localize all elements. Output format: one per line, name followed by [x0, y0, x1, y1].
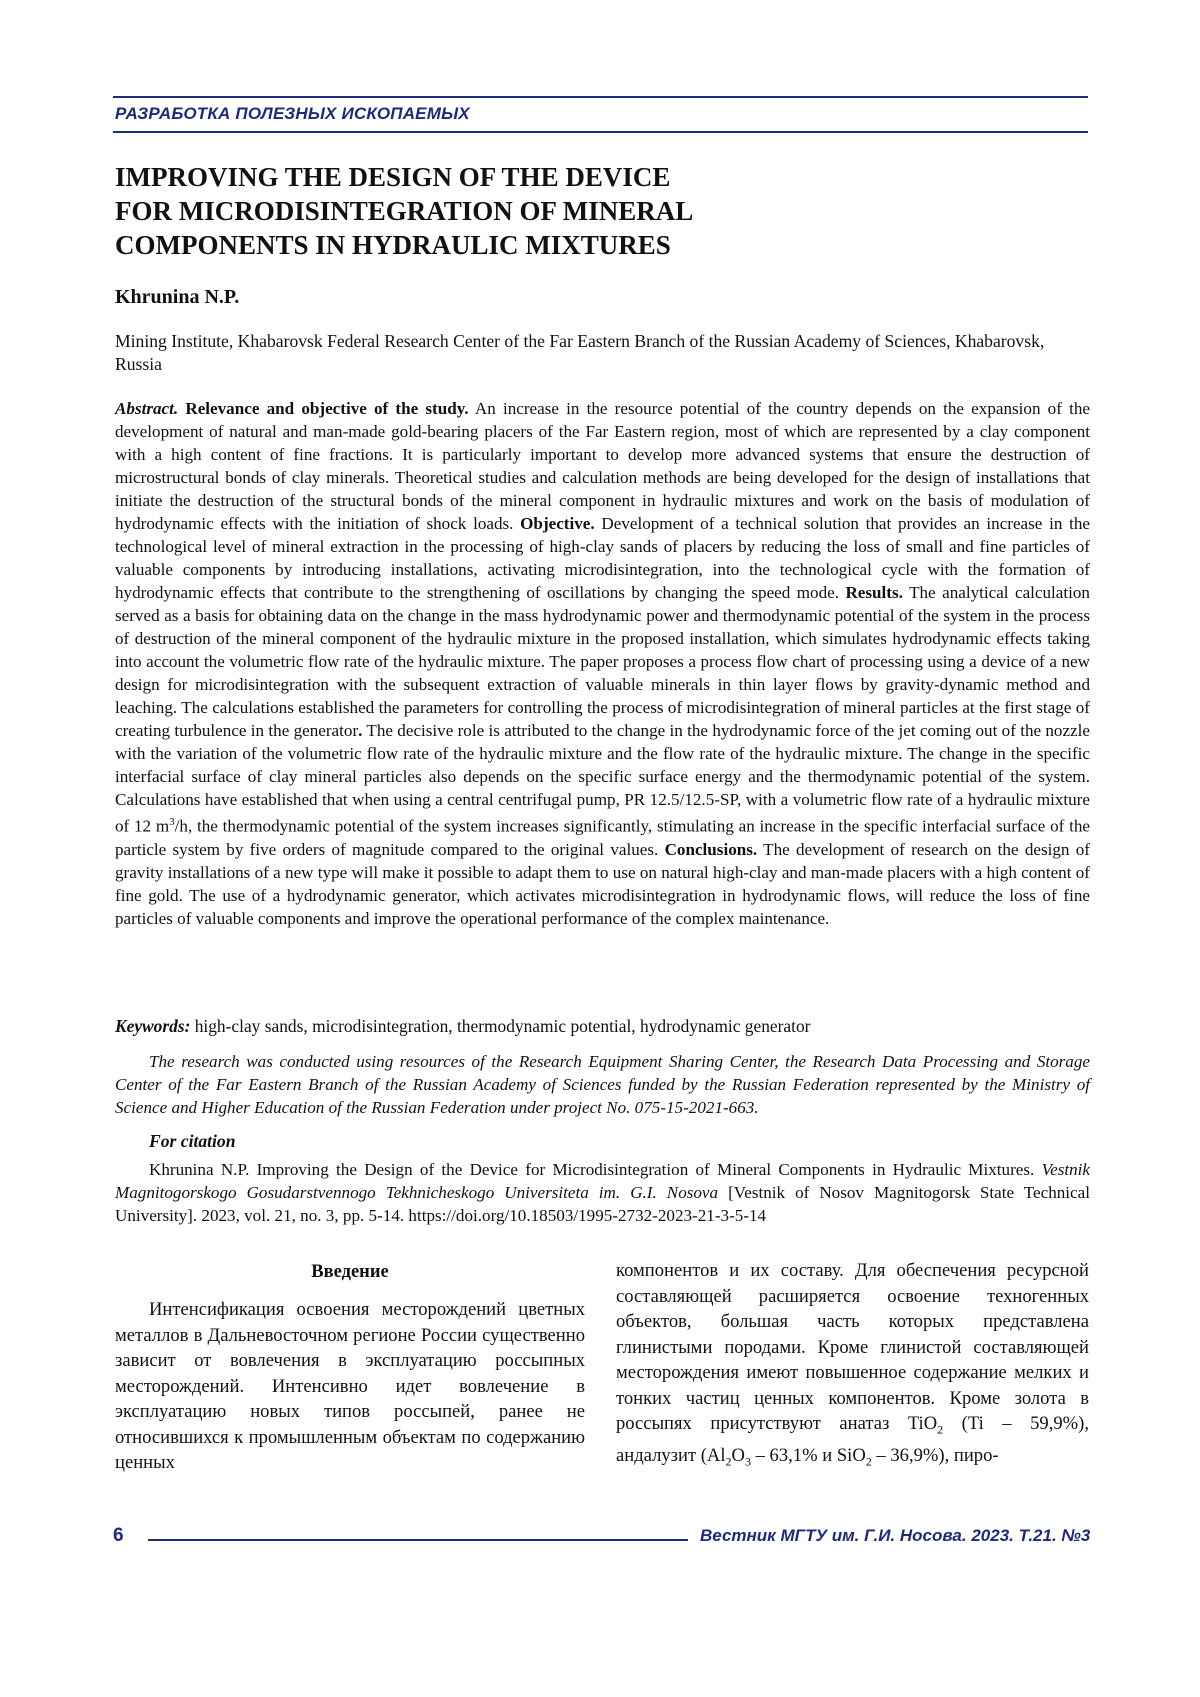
body-column-left	[115, 1262, 585, 1476]
intro-heading: Введение	[311, 1262, 389, 1282]
header-rule-top	[113, 96, 1088, 98]
title-line: IMPROVING THE DESIGN OF THE DEVICE	[115, 162, 671, 192]
keywords-label: Keywords:	[115, 1016, 191, 1036]
abstract-conclusions-heading: Conclusions.	[664, 839, 758, 859]
section-heading: РАЗРАБОТКА ПОЛЕЗНЫХ ИСКОПАЕМЫХ	[115, 104, 470, 123]
citation-text	[115, 1158, 1090, 1227]
article-title	[115, 160, 875, 262]
page-number: 6	[113, 1525, 124, 1546]
body-text: компонентов и их составу. Для обеспечения ресурсной составляющей расширяется освоение техногенных объектов, большая часть которых представлена глинистыми породами. Кроме глинистой составляющей месторождения имеют повышенное содержание мелких и тонких частиц ценных компонентов. Кроме золота в россыпях присутствуют анатаз TiO	[616, 1260, 1089, 1434]
abstract-results-text-2: The decisive role is attributed to the change in the hydrodynamic force of the jet coming out of the nozzle with the variation of the volumetric flow rate of the hydraulic mixture and the flow rate of the hydraulic mixture. The change in the specific interfacial surface of clay mineral particles also depends on the specific surface energy and the thermodynamic potential of the system. Calculations have established that when using a central centrifugal pump, PR 12.5/12.5-SP, with a volumetric flow rate of a hydraulic mixture of 12 m	[115, 721, 1090, 836]
subscript: 2	[865, 1454, 872, 1469]
header-rule-bottom	[113, 131, 1088, 133]
unit-superscript: 3	[169, 816, 175, 828]
body-text: O	[731, 1445, 745, 1467]
keywords	[115, 1015, 1090, 1038]
abstract-results-text: The analytical calculation served as a basis for obtaining data on the change in the mass hydrodynamic power and thermodynamic potential of the system in the process of destruction of the mineral component of the hydraulic mixture in the proposed installation, which simulates hydrodynamic effects taking into account the volumetric flow rate of the hydraulic mixture. The paper proposes a process flow chart of processing using a device of a new design for microdisintegration with the subsequent extraction of valuable minerals in thin layer flows by gravity-dynamic method and leaching. The calculations established the parameters for controlling the process of microdisintegration of mineral particles at the first stage of creating turbulence in the generator	[115, 583, 1090, 740]
author-name: Khrunina N.P.	[115, 286, 240, 308]
body-paragraph: Интенсификация освоения месторождений цветных металлов в Дальневосточном регионе России существенно зависит от вовлечения в эксплуатацию россыпных месторождений. Интенсивно идет вовлечение в эксплуатацию новых типов россыпей, ранее не относившихся к промышленным объектам по содержанию ценных	[115, 1299, 585, 1473]
title-line: COMPONENTS IN HYDRAULIC MIXTURES	[115, 230, 671, 260]
abstract-results-text-3: /h, the thermodynamic potential of the system increases significantly, stimulating an increase in the specific interfacial surface of the particle system by five orders of magnitude compared to the original values.	[115, 816, 1090, 859]
abstract-objective-heading: Objective.	[520, 514, 595, 533]
citation-heading: For citation	[149, 1131, 236, 1151]
footer-rule	[148, 1539, 688, 1541]
abstract-relevance-text: An increase in the resource potential of the country depends on the expansion of the development of natural and man-made gold-bearing placers of the Far Eastern region, most of which are represented by a clay component with a high content of fine fractions. It is particularly important to develop more advanced systems that ensure the destruction of microstructural bonds of clay minerals. Theoretical studies and calculation methods are being developed for the design of installations that initiate the destruction of the structural bonds of the mineral component in hydraulic mixtures and work on the basis of modulation of hydrodynamic effects with the initiation of shock loads.	[115, 399, 1090, 533]
body-text: – 36,9%), пиро-	[871, 1445, 999, 1467]
abstract-results-dot: .	[358, 721, 363, 740]
author-affiliation: Mining Institute, Khabarovsk Federal Research Center of the Far Eastern Branch of the Russian Academy of Sciences, Khabarovsk, Russia	[115, 331, 1045, 374]
citation-part-b: [Vestnik of Nosov Magnitogorsk State Technical University]. 2023, vol. 21, no. 3, pp. 5-14. https://doi.org/10.18503/1995-2732-2023-21-3-5-14	[115, 1183, 1090, 1225]
abstract-objective-text: Development of a technical solution that provides an increase in the technological level of mineral extraction in the processing of high-clay sands of placers by reducing the loss of small and fine particles of valuable components by introducing installations, activating microdisintegration, into the technological cycle with the formation of hydrodynamic effects that contribute to the strengthening of oscillations by changing the speed mode.	[115, 514, 1090, 602]
citation-part-a: Khrunina N.P. Improving the Design of the Device for Microdisintegration of Mineral Components in Hydraulic Mixtures.	[149, 1160, 1042, 1179]
body-column-right	[616, 1258, 1089, 1475]
body-text: (Ti – 59,9%), андалузит (Al	[616, 1413, 1089, 1467]
body-text: – 63,1% и SiO	[750, 1445, 866, 1467]
citation-journal: Vestnik Magnitogorskogo Gosudarstvennogo Tekhnicheskogo Universiteta im. G.I. Nosova	[115, 1160, 1090, 1202]
funding-note: The research was conducted using resources of the Research Equipment Sharing Center, the Research Data Processing and Storage Center of the Far Eastern Branch of the Russian Academy of Sciences funded by the Russian Federation represented by the Ministry of Science and Higher Education of the Russian Federation under project No. 075-15-2021-663.	[115, 1052, 1090, 1117]
keywords-text: high-clay sands, microdisintegration, thermodynamic potential, hydrodynamic generator	[190, 1016, 811, 1036]
footer-journal-title: Вестник МГТУ им. Г.И. Носова. 2023. Т.21. №3	[700, 1526, 1091, 1545]
subscript: 2	[937, 1422, 944, 1437]
subscript: 3	[744, 1454, 751, 1469]
abstract	[115, 397, 1090, 930]
abstract-label: Abstract.	[115, 399, 179, 418]
subscript: 2	[725, 1454, 732, 1469]
abstract-results-heading: Results.	[845, 583, 903, 602]
abstract-conclusions-text: The development of research on the design of gravity installations of a new type will make it possible to adapt them to use on natural high-clay and man-made placers with a high content of fine gold. The use of a hydrodynamic generator, which activates microdisintegration in hydrodynamic flows, will reduce the loss of fine particles of valuable components and improve the operational performance of the complex maintenance.	[115, 839, 1090, 928]
title-line: FOR MICRODISINTEGRATION OF MINERAL	[115, 196, 694, 226]
body-paragraph-continued	[616, 1258, 1089, 1475]
abstract-relevance-heading: Relevance and objective of the study.	[185, 399, 469, 418]
